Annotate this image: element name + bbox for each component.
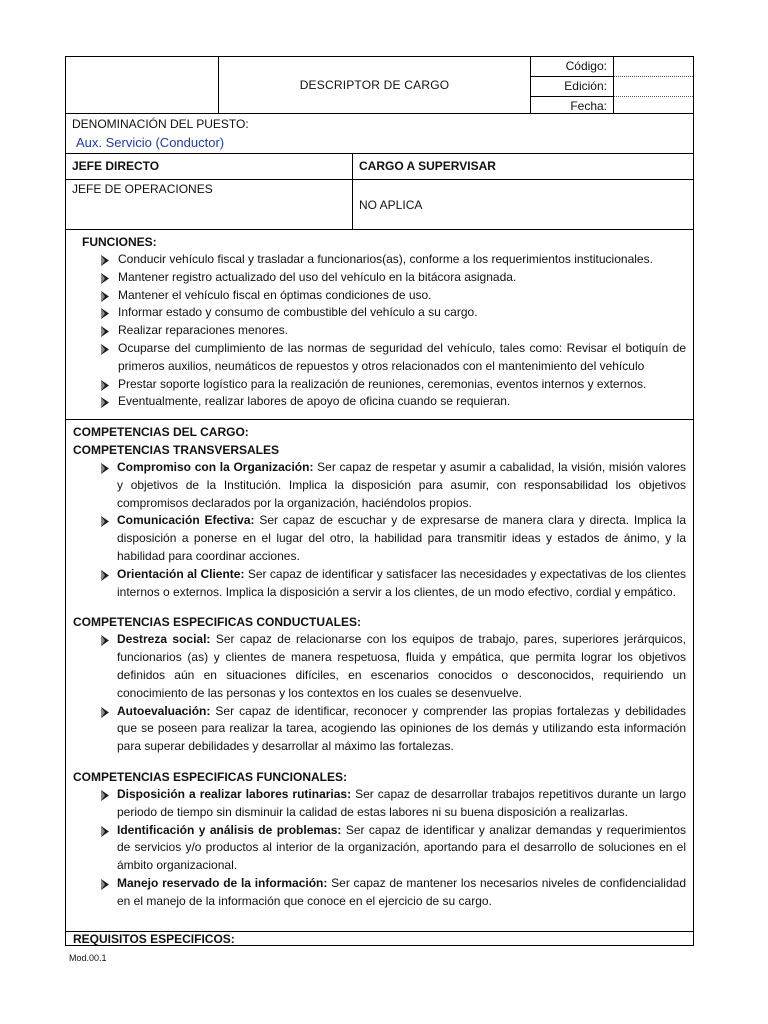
arrow-bullet-icon — [100, 308, 109, 319]
requisitos-title: REQUISITOS ESPECIFICOS: — [73, 932, 235, 946]
competencia-item — [100, 703, 686, 756]
funcion-item — [100, 269, 686, 287]
competencia-item-name: Comunicación Efectiva: — [117, 513, 255, 528]
cargo-supervisar-heading: CARGO A SUPERVISAR — [359, 159, 496, 173]
conductuales-list — [73, 631, 686, 756]
competencia-item-description: Ser capaz de respetar y asumir a cabalidad, la visión, misión valores y objetivos de la Institución. Implica la disposición para asumir, con responsabilidad los objetivos compromisos declarados por la organización, haciéndolos propios. — [117, 460, 686, 510]
arrow-bullet-icon — [100, 879, 109, 890]
funcion-item-text: Mantener registro actualizado del uso del vehículo en la bitácora asignada. — [118, 269, 517, 284]
edicion-value — [614, 77, 693, 97]
competencia-item-name: Orientación al Cliente: — [117, 566, 245, 581]
codigo-value — [614, 57, 693, 77]
conductuales-title: COMPETENCIAS ESPECIFICAS CONDUCTUALES: — [73, 615, 362, 630]
funcion-item-text: Eventualmente, realizar labores de apoyo de oficina cuando se requieran. — [118, 394, 511, 409]
cargo-supervisar-value: NO APLICA — [359, 198, 423, 212]
arrow-bullet-icon — [100, 570, 109, 581]
arrow-bullet-icon — [100, 326, 109, 337]
arrow-bullet-icon — [100, 380, 109, 391]
funcion-item — [100, 251, 686, 269]
funcion-item-text: Informar estado y consumo de combustible del vehículo a su cargo. — [118, 305, 478, 320]
fecha-label: Fecha: — [570, 99, 607, 113]
competencia-item-description: Ser capaz de relacionarse con los equipos de trabajo, pares, superiores jerárquicos, funcionarios (as) y clientes de manera respetuosa, fluida y empática, que permita lograr los objetivos definidos aún en situaciones difíciles, en escenarios conocidos o desconocidos, requiriendo un conocimiento de las personas y los contextos en los cuales se desenvuelve. — [117, 632, 686, 700]
arrow-bullet-icon — [100, 707, 109, 718]
denominacion-label: DENOMINACIÓN DEL PUESTO: — [72, 117, 249, 131]
competencia-item — [100, 459, 686, 512]
funcion-item — [100, 304, 686, 322]
funcion-item-text: Realizar reparaciones menores. — [118, 323, 289, 338]
arrow-bullet-icon — [100, 826, 109, 837]
funcion-item-text: Conducir vehículo fiscal y trasladar a funcionarios(as), conforme a los requerimientos institucionales. — [118, 252, 653, 266]
arrow-bullet-icon — [100, 635, 109, 646]
funciones-section — [65, 230, 694, 420]
arrow-bullet-icon — [100, 463, 109, 474]
competencia-item-description: Ser capaz de mantener los necesarios niveles de confidencialidad en el manejo de la información que conoce en el ejercicio de su cargo. — [117, 875, 686, 908]
header-row — [65, 56, 694, 114]
arrow-bullet-icon — [100, 255, 109, 266]
competencia-item-name: Manejo reservado de la información: — [117, 875, 328, 890]
funciones-list — [73, 251, 686, 411]
funcion-item — [100, 287, 686, 305]
funciones-title: FUNCIONES: — [82, 235, 157, 249]
arrow-bullet-icon — [100, 291, 109, 302]
competencia-item-description: Ser capaz de escuchar y de expresarse de manera clara y directa. Implica la disposición a ponerse en el lugar del otro, la habilidad para transmitir ideas y estados de ánimo, y la habilidad para coordinar acciones. — [117, 513, 687, 563]
jefe-heading-row — [65, 154, 694, 180]
competencia-item — [100, 875, 686, 911]
form-code: Mod.00.1 — [69, 953, 107, 963]
competencias-title: COMPETENCIAS DEL CARGO: — [73, 425, 249, 439]
competencia-item-name: Destreza social: — [117, 632, 211, 647]
jefe-directo-heading: JEFE DIRECTO — [72, 159, 160, 173]
jefe-value-row — [65, 180, 694, 230]
funcion-item-text: Prestar soporte logístico para la realización de reuniones, ceremonias, eventos internos y externos. — [118, 376, 647, 391]
funcion-item — [100, 376, 686, 394]
denominacion-value: Aux. Servicio (Conductor) — [76, 135, 225, 150]
funcion-item-text: Ocuparse del cumplimiento de las normas de seguridad del vehículo, tales como: Revisar el botiquín de primeros auxilios, neumáticos de repuestos y otros relacionados con el mantenimiento del vehículo — [118, 340, 686, 373]
competencias-section — [65, 420, 694, 932]
funcion-item — [100, 393, 686, 411]
competencia-item — [100, 512, 686, 565]
meta-values — [614, 57, 693, 113]
competencia-item-name: Autoevaluación: — [117, 703, 211, 718]
arrow-bullet-icon — [100, 273, 109, 284]
competencia-item — [100, 822, 686, 875]
document-title: DESCRIPTOR DE CARGO — [219, 57, 531, 113]
competencia-item — [100, 566, 686, 602]
transversales-title: COMPETENCIAS TRANSVERSALES — [73, 443, 280, 457]
denominacion-row — [65, 114, 694, 154]
funcionales-list — [73, 786, 686, 911]
funcion-item — [100, 322, 686, 340]
codigo-label: Código: — [531, 57, 613, 77]
arrow-bullet-icon — [100, 397, 109, 408]
funcionales-title: COMPETENCIAS ESPECIFICAS FUNCIONALES: — [73, 769, 348, 784]
logo-cell — [66, 57, 219, 113]
competencia-item — [100, 786, 686, 822]
jefe-directo-value: JEFE DE OPERACIONES — [72, 182, 213, 196]
arrow-bullet-icon — [100, 344, 109, 355]
document-sheet — [65, 56, 694, 946]
requisitos-row — [65, 932, 694, 946]
competencia-item-name: Identificación y análisis de problemas: — [117, 822, 342, 837]
competencia-item-name: Disposición a realizar labores rutinarias: — [117, 786, 352, 801]
arrow-bullet-icon — [100, 790, 109, 801]
transversales-list — [73, 459, 686, 601]
funcion-item-text: Mantener el vehículo fiscal en óptimas condiciones de uso. — [118, 287, 432, 302]
arrow-bullet-icon — [100, 516, 109, 527]
competencia-item-description: Ser capaz de identificar y analizar demandas y requerimientos de servicios y/o productos al interior de la organización, aportando para el desarrollo de soluciones en el ámbito organizacional. — [117, 822, 686, 873]
competencia-item — [100, 631, 686, 702]
competencia-item-description: Ser capaz de identificar, reconocer y comprender las propias fortalezas y debilidades que se poseen para realizar la tarea, acogiendo las opiniones de los demás y utilizando esta información para superar debilidades y desarrollar al máximo las fortalezas. — [117, 703, 686, 754]
meta-labels — [531, 57, 614, 113]
competencia-item-name: Compromiso con la Organización: — [117, 460, 314, 474]
funcion-item — [100, 340, 686, 376]
competencia-item-description: Ser capaz de identificar y satisfacer las necesidades y expectativas de los clientes internos o externos. Implica la disposición a servir a los clientes, de un modo efectivo, cordial y empático. — [117, 566, 686, 599]
edicion-label: Edición: — [531, 77, 613, 97]
competencia-item-description: Ser capaz de desarrollar trabajos repetitivos durante un largo periodo de tiempo sin disminuir la calidad de estas labores ni su buena disposición a realizarlas. — [117, 786, 686, 819]
